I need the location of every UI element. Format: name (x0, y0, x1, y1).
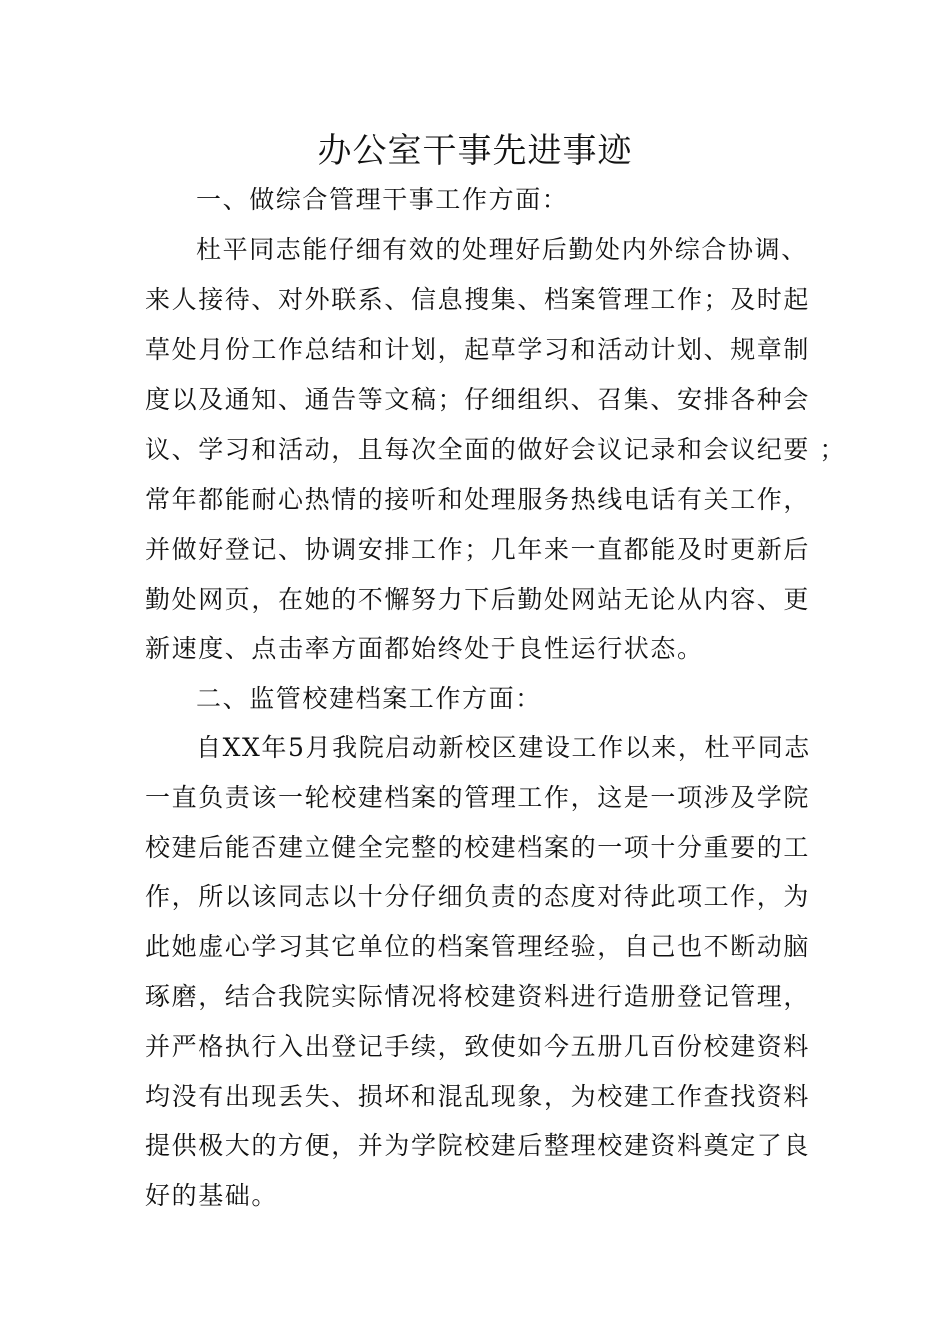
paragraph-line: 自XX年5月我院启动新校区建设工作以来，杜平同志 (196, 733, 811, 762)
paragraph-line: 来人接待、对外联系、信息搜集、档案管理工作；及时起 (145, 285, 811, 314)
paragraph-line: 草处月份工作总结和计划，起草学习和活动计划、规章制 (145, 335, 811, 364)
paragraph-line: 常年都能耐心热情的接听和处理服务热线电话有关工作， (145, 485, 811, 514)
paragraph-line: 一直负责该一轮校建档案的管理工作，这是一项涉及学院 (145, 783, 811, 812)
paragraph-line: 并做好登记、协调安排工作；几年来一直都能及时更新后 (145, 535, 811, 564)
paragraph-line: 好的基础。 (145, 1181, 279, 1210)
paragraph-line: 琢磨，结合我院实际情况将校建资料进行造册登记管理， (145, 982, 811, 1011)
paragraph-line: 提供极大的方便，并为学院校建后整理校建资料奠定了良 (145, 1131, 811, 1160)
paragraph-line: 议、学习和活动，且每次全面的做好会议记录和会议纪要 ； (145, 435, 847, 464)
paragraph-line: 勤处网页，在她的不懈努力下后勤处网站无论从内容、更 (145, 585, 811, 614)
paragraph-line: 并严格执行入出登记手续，致使如今五册几百份校建资料 (145, 1032, 811, 1061)
paragraph-line: 校建后能否建立健全完整的校建档案的一项十分重要的工 (145, 833, 811, 862)
section-heading-2: 二、监管校建档案工作方面： (196, 684, 542, 713)
paragraph-line: 度以及通知、通告等文稿；仔细组织、召集、安排各种会 (145, 385, 811, 414)
paragraph-line: 新速度、点击率方面都始终处于良性运行状态。 (145, 634, 704, 663)
paragraph-line: 杜平同志能仔细有效的处理好后勤处内外综合协调、 (196, 235, 808, 264)
document-title: 办公室干事先进事迹 (317, 131, 633, 171)
paragraph-line: 此她虚心学习其它单位的档案管理经验，自己也不断动脑 (145, 932, 811, 961)
paragraph-line: 作，所以该同志以十分仔细负责的态度对待此项工作，为 (145, 882, 811, 911)
paragraph-line: 均没有出现丢失、损坏和混乱现象，为校建工作查找资料 (145, 1082, 811, 1111)
section-heading-1: 一、做综合管理干事工作方面： (196, 185, 569, 214)
